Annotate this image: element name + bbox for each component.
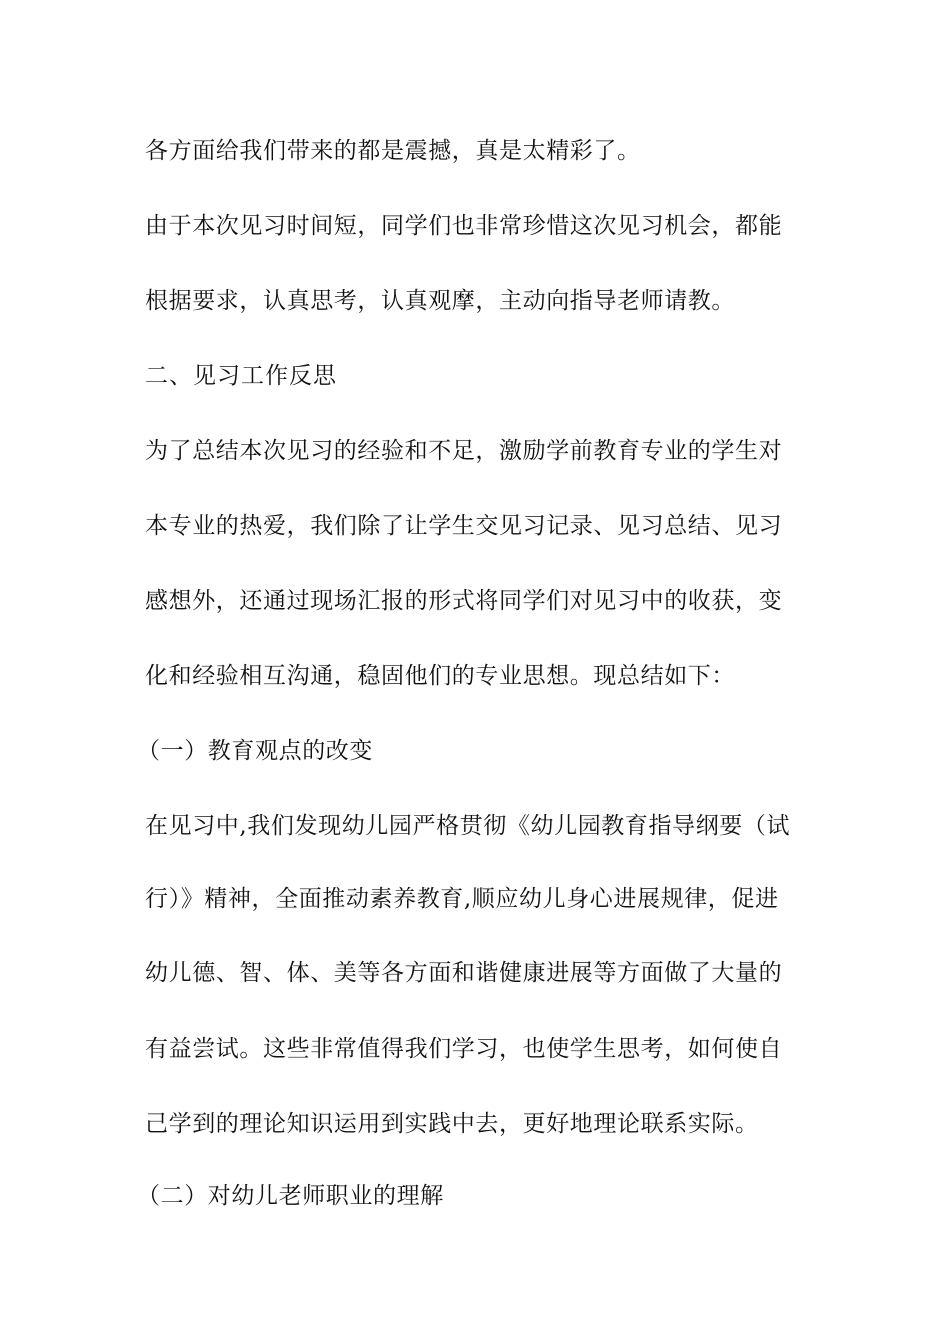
paragraph-line: 为了总结本次见习的经验和不足，激励学前教育专业的学生对 — [145, 438, 783, 464]
paragraph-line: 行）》精神，全面推动素养教育,顺应幼儿身心进展规律，促进 — [145, 886, 779, 912]
paragraph-line: 在见习中,我们发现幼儿园严格贯彻《幼儿园教育指导纲要（试 — [145, 813, 791, 839]
section-heading: 二、见习工作反思 — [145, 363, 337, 389]
paragraph-line: 有益尝试。这些非常值得我们学习，也使学生思考，如何使自 — [145, 1036, 783, 1062]
subsection-heading: （二）对幼儿老师职业的理解 — [137, 1183, 444, 1209]
subsection-heading: （一）教育观点的改变 — [137, 738, 373, 764]
paragraph-line: 本专业的热爱，我们除了让学生交见习记录、见习总结、见习 — [145, 513, 783, 539]
paragraph-line: 根据要求，认真思考，认真观摩，主动向指导老师请教。 — [145, 288, 735, 314]
paragraph-line: 由于本次见习时间短，同学们也非常珍惜这次见习机会，都能 — [145, 213, 783, 239]
paragraph-line: 己学到的理论知识运用到实践中去，更好地理论联系实际。 — [145, 1111, 759, 1137]
paragraph-line: 化和经验相互沟通，稳固他们的专业思想。现总结如下： — [145, 663, 735, 689]
paragraph-line: 各方面给我们带来的都是震撼，真是太精彩了。 — [145, 138, 641, 164]
paragraph-line: 感想外，还通过现场汇报的形式将同学们对见习中的收获，变 — [145, 588, 783, 614]
paragraph-line: 幼儿德、智、体、美等各方面和谐健康进展等方面做了大量的 — [145, 960, 783, 986]
